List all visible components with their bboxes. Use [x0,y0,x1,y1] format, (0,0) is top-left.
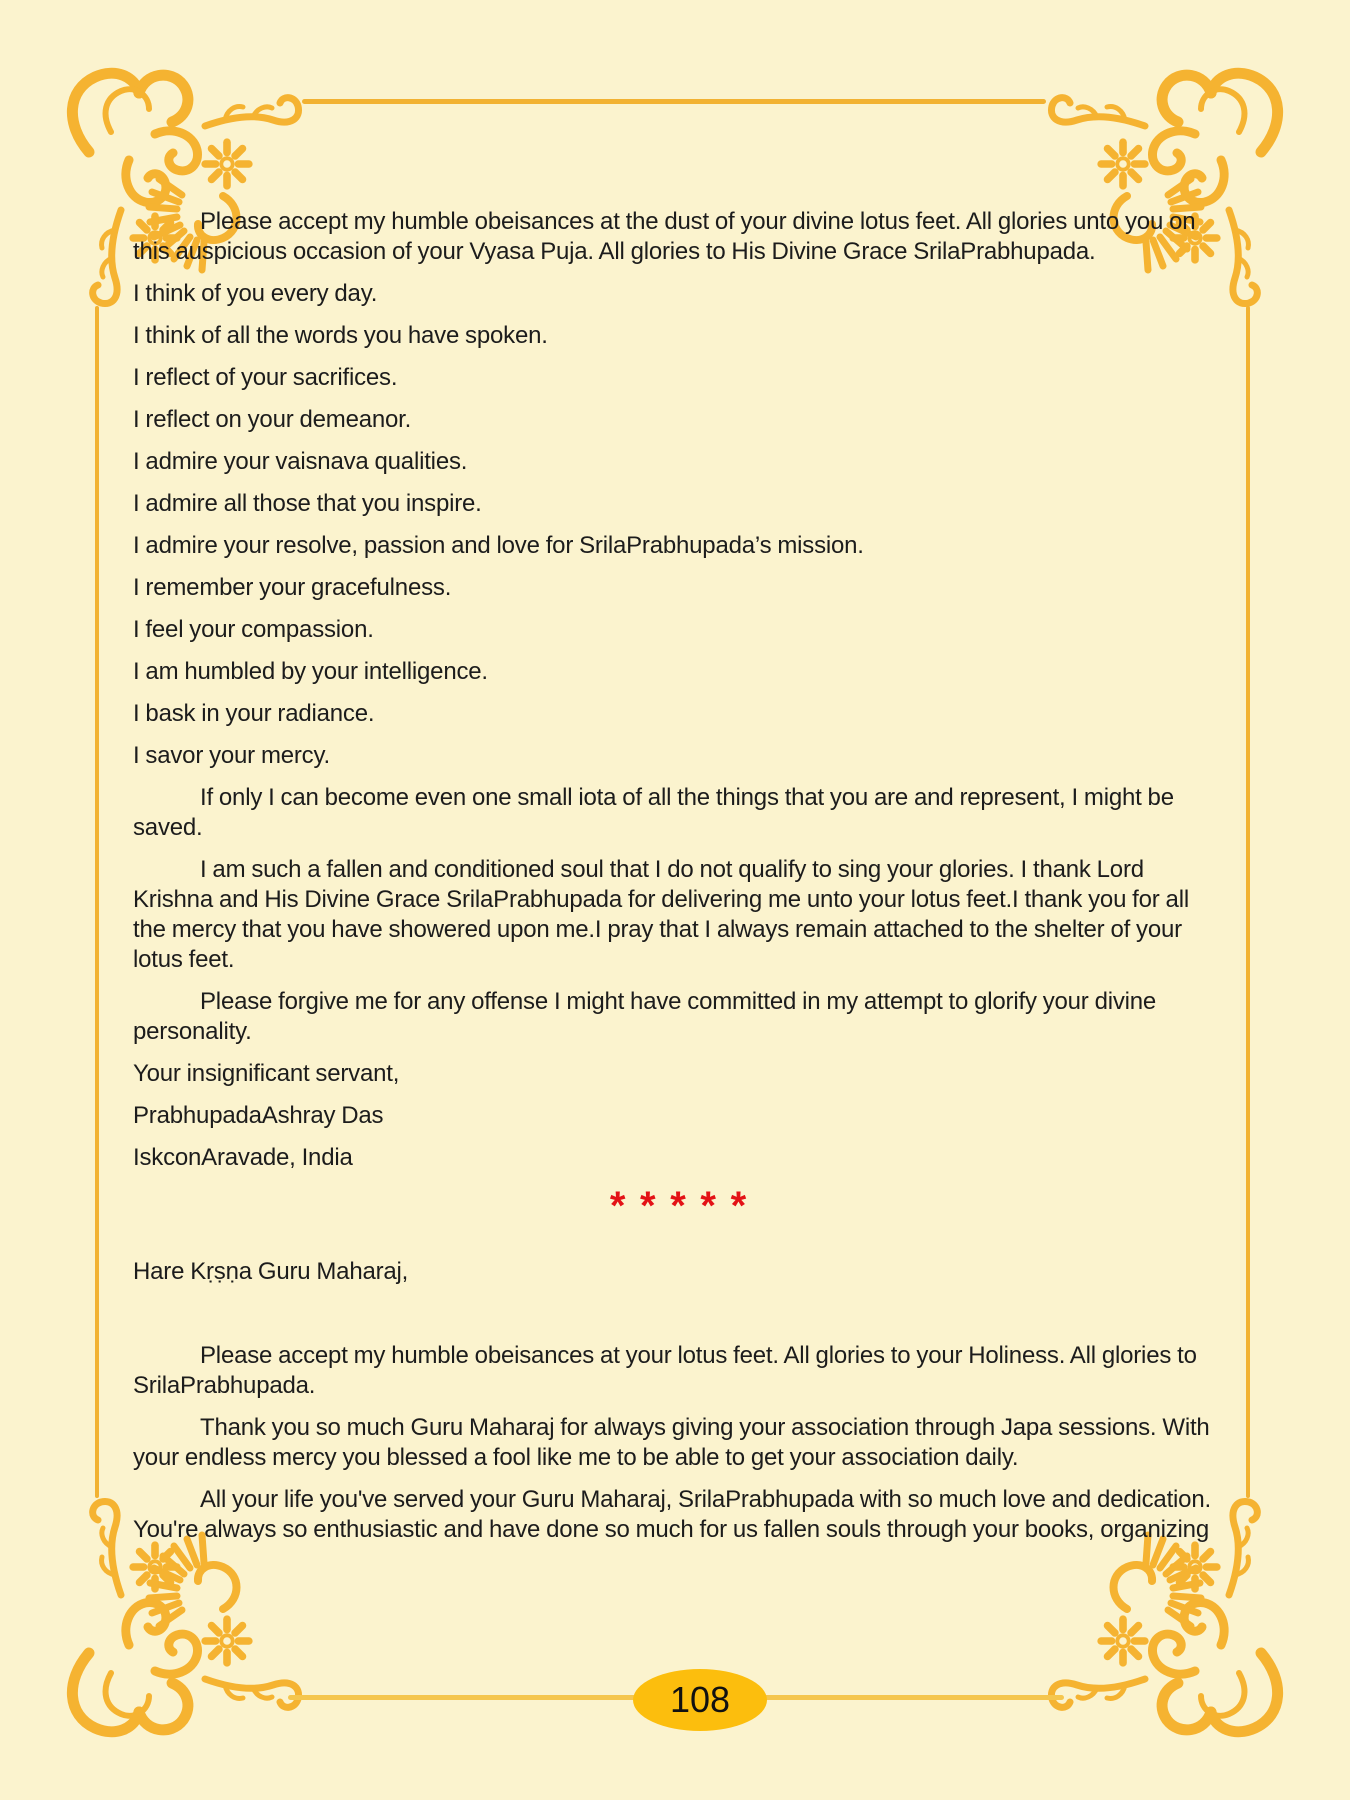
reflection-line: I bask in your radiance. [133,700,375,727]
reflection-line: I admire all those that you inspire. [133,490,482,517]
reflection-line: I admire your vaisnava qualities. [133,448,468,475]
border-line-left [95,306,99,1498]
reflection-line: I reflect of your sacrifices. [133,364,398,391]
signature-name: PrabhupadaAshray Das [133,1102,384,1129]
reflection-line: I am humbled by your intelligence. [133,658,488,685]
salutation-line: Hare Kṛṣṇa Guru Maharaj, [133,1258,409,1285]
paragraph-obeisances: Please accept my humble obeisances at your lotus feet. All glories to your Holiness. All glories to SrilaPrabhupada. [133,1342,1197,1399]
paragraph-japa: Thank you so much Guru Maharaj for always giving your association through Japa sessions. With your endless mercy you blessed a fool like me to be able to get your association daily. [133,1414,1210,1471]
reflection-line: I savor your mercy. [133,742,330,769]
page-number-badge [633,1669,767,1731]
reflection-line: I reflect on your demeanor. [133,406,412,433]
page-number: 108 [669,1679,731,1720]
reflection-line: I think of all the words you have spoken. [133,322,548,349]
reflection-line: I feel your compassion. [133,616,374,643]
signature-place: IskconAravade, India [133,1144,353,1171]
reflection-line: I admire your resolve, passion and love for SrilaPrabhupada’s mission. [133,532,864,559]
asterisk-separator: * * * * * [609,1184,749,1228]
border-line-right [1246,306,1250,1498]
border-line-top [302,99,1046,104]
paragraph-forgive: Please forgive me for any offense I might have committed in my attempt to glorify your divine personality. [133,988,1157,1045]
paragraph-iota: If only I can become even one small iota of all the things that you are and represent, I might be saved. [133,784,1174,841]
letter-body [133,207,1225,1557]
paragraph-fallen: I am such a fallen and conditioned soul that I do not qualify to sing your glories. I thank Lord Krishna and His Divine Grace SrilaPrabhupada for delivering me unto your lotus feet.I thank you for all the mercy that you have showered upon me.I pray that I always remain attached to the shelter of your lotus feet. [133,856,1189,973]
closing-line: Your insignificant servant, [133,1060,400,1087]
paragraph-opening: Please accept my humble obeisances at the dust of your divine lotus feet. All glories unto you on this auspicious occasion of your Vyasa Puja. All glories to His Divine Grace SrilaPrabhupada. [133,208,1196,265]
reflection-line: I remember your gracefulness. [133,574,452,601]
paragraph-service: All your life you've served your Guru Maharaj, SrilaPrabhupada with so much love and dedication. You're always so enthusiastic and have done so much for us fallen souls through your books, organizing [133,1486,1211,1543]
reflection-line: I think of you every day. [133,280,378,307]
